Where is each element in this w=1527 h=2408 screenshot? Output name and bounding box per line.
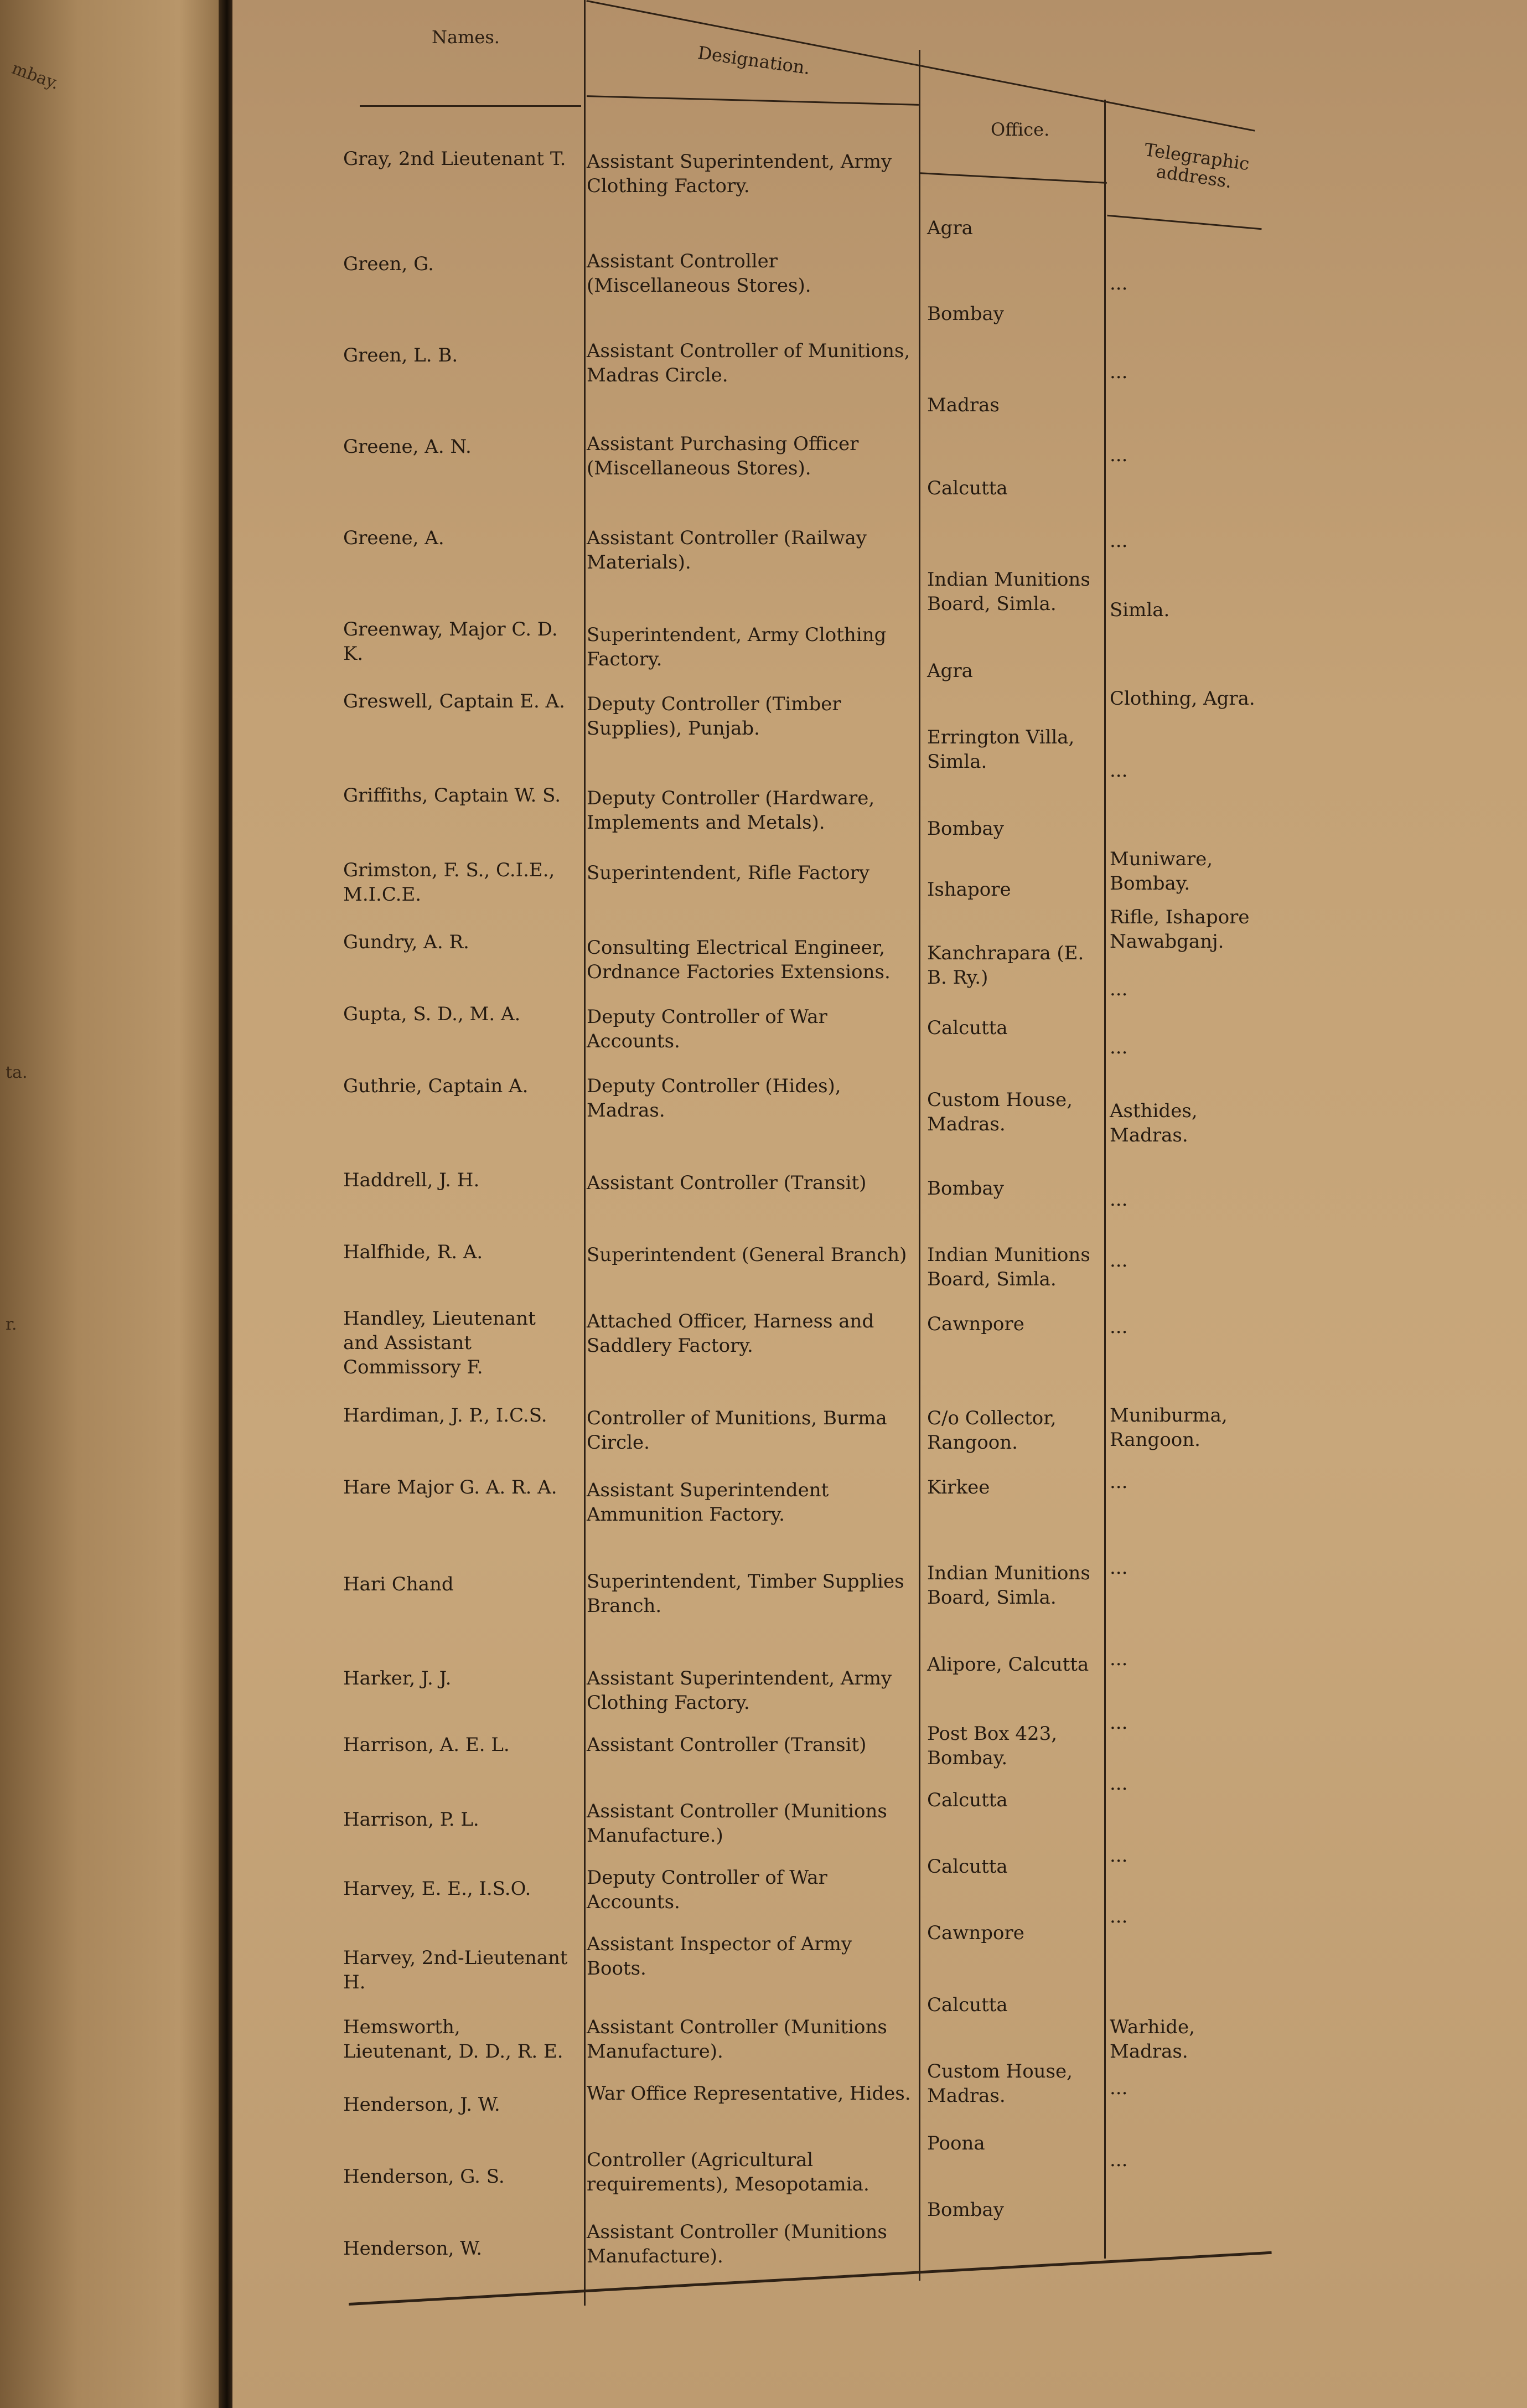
entry-telegraphic: Clothing, Agra. [1110, 688, 1255, 710]
entry-telegraphic: ... [1110, 1471, 1128, 1493]
column-divider-designation [919, 50, 920, 2281]
entry-designation: Deputy Controller of War Accounts. [587, 1006, 827, 1052]
entry-name: Griffiths, Captain W. S. [343, 784, 561, 807]
entry-office: Indian Munitions Board, Simla. [927, 1244, 1090, 1290]
entry-designation: Superintendent, Timber Supplies Branch. [587, 1570, 904, 1617]
entry-designation: Deputy Controller of War Accounts. [587, 1867, 827, 1913]
entry-designation: Assistant Controller (Munitions Manufacture.) [587, 1800, 887, 1847]
entry-office: Calcutta [927, 1789, 1008, 1811]
entry-office: Cawnpore [927, 1922, 1024, 1944]
entry-designation: War Office Representative, Hides. [587, 2083, 911, 2105]
entry-telegraphic: Rifle, Ishapore Nawabganj. [1110, 906, 1250, 953]
entry-telegraphic: ... [1110, 1905, 1128, 1928]
entry-name: Harvey, 2nd-Lieutenant H. [343, 1947, 568, 1993]
entry-designation: Deputy Controller (Hides), Madras. [587, 1075, 841, 1122]
entry-name: Henderson, G. S. [343, 2166, 505, 2188]
entry-name: Greenway, Major C. D. K. [343, 618, 558, 665]
entry-name: Halfhide, R. A. [343, 1241, 483, 1263]
entry-designation: Superintendent (General Branch) [587, 1244, 907, 1266]
entry-name: Hari Chand [343, 1573, 454, 1595]
entry-name: Hardiman, J. P., I.C.S. [343, 1404, 547, 1427]
header-office: Office. [991, 119, 1050, 140]
entry-telegraphic: ... [1110, 1316, 1128, 1338]
entry-designation: Assistant Superintendent, Army Clothing Factory. [587, 151, 892, 197]
entry-name: Harvey, E. E., I.S.O. [343, 1878, 531, 1900]
entry-telegraphic: ... [1110, 444, 1128, 466]
header-rule-names [360, 105, 581, 107]
entry-name: Grimston, F. S., C.I.E., M.I.C.E. [343, 859, 555, 906]
entry-telegraphic: Muniware, Bombay. [1110, 848, 1213, 895]
entry-name: Hemsworth, Lieutenant, D. D., R. E. [343, 2016, 563, 2063]
entry-office: Kirkee [927, 1476, 990, 1498]
entry-office: Bombay [927, 818, 1004, 840]
entry-designation: Deputy Controller (Hardware, Implements and Metals). [587, 787, 875, 834]
entry-designation: Superintendent, Army Clothing Factory. [587, 624, 887, 670]
entry-name: Guthrie, Captain A. [343, 1075, 529, 1097]
entry-name: Gupta, S. D., M. A. [343, 1003, 521, 1025]
entry-telegraphic: ... [1110, 1036, 1128, 1058]
entry-designation: Controller (Agricultural requirements), Mesopotamia. [587, 2149, 869, 2195]
entry-telegraphic: ... [1110, 1844, 1128, 1867]
entry-designation: Assistant Controller (Transit) [587, 1172, 867, 1194]
entry-name: Green, L. B. [343, 344, 458, 366]
entry-office: Calcutta [927, 1994, 1008, 2016]
entry-telegraphic: ... [1110, 361, 1128, 383]
entry-telegraphic: ... [1110, 2077, 1128, 2099]
entry-office: Calcutta [927, 1856, 1008, 1878]
entry-office: Bombay [927, 303, 1004, 325]
entry-telegraphic: ... [1110, 1557, 1128, 1579]
entry-office: Custom House, Madras. [927, 1089, 1073, 1135]
entry-name: Hare Major G. A. R. A. [343, 1476, 557, 1498]
left-page-fragment: mbay. [9, 58, 62, 94]
entry-office: Agra [927, 660, 973, 682]
entry-office: Agra [927, 217, 973, 239]
entry-designation: Assistant Superintendent, Army Clothing Factory. [587, 1667, 892, 1714]
entry-name: Henderson, J. W. [343, 2094, 500, 2116]
entry-name: Gray, 2nd Lieutenant T. [343, 148, 566, 170]
entry-telegraphic: ... [1110, 1648, 1128, 1670]
entry-telegraphic: ... [1110, 1712, 1128, 1734]
column-divider-office [1104, 100, 1106, 2259]
entry-name: Greene, A. N. [343, 436, 472, 458]
entry-telegraphic: ... [1110, 759, 1128, 782]
entry-office: Indian Munitions Board, Simla. [927, 569, 1090, 615]
entry-name: Gundry, A. R. [343, 931, 469, 953]
entry-designation: Assistant Superintendent Ammunition Factory. [587, 1479, 829, 1526]
entry-telegraphic: ... [1110, 1773, 1128, 1795]
entry-designation: Assistant Controller (Munitions Manufacture). [587, 2221, 887, 2267]
left-page-fragment: ta. [6, 1063, 28, 1082]
entry-name: Harrison, P. L. [343, 1808, 479, 1831]
entry-office: Madras [927, 394, 1000, 416]
left-page-fragment: r. [6, 1315, 17, 1334]
entry-telegraphic: ... [1110, 2149, 1128, 2171]
entry-telegraphic: ... [1110, 1189, 1128, 1211]
entry-name: Greene, A. [343, 527, 444, 549]
entry-name: Henderson, W. [343, 2238, 483, 2260]
entry-telegraphic: Simla. [1110, 599, 1170, 621]
entry-office: Bombay [927, 1177, 1004, 1200]
entry-office: Custom House, Madras. [927, 2060, 1073, 2107]
entry-designation: Controller of Munitions, Burma Circle. [587, 1407, 887, 1454]
entry-designation: Superintendent, Rifle Factory [587, 862, 870, 884]
header-names: Names. [432, 27, 500, 48]
entry-designation: Assistant Controller (Transit) [587, 1734, 867, 1756]
entry-name: Harrison, A. E. L. [343, 1734, 510, 1756]
entry-telegraphic: ... [1110, 530, 1128, 552]
entry-name: Green, G. [343, 253, 434, 275]
header-designation: Designation. [696, 42, 812, 79]
entry-telegraphic: Muniburma, Rangoon. [1110, 1404, 1228, 1451]
left-page-margin [0, 0, 224, 2408]
entry-office: Ishapore [927, 879, 1011, 901]
entry-designation: Assistant Controller (Railway Materials). [587, 527, 867, 573]
entry-name: Handley, Lieutenant and Assistant Commissory F. [343, 1308, 536, 1378]
entry-office: Indian Munitions Board, Simla. [927, 1562, 1090, 1609]
entry-office: Cawnpore [927, 1313, 1024, 1335]
entry-office: Kanchrapara (E. B. Ry.) [927, 942, 1084, 989]
entry-designation: Consulting Electrical Engineer, Ordnance Factories Extensions. [587, 937, 891, 983]
entry-office: Bombay [927, 2199, 1004, 2221]
entry-designation: Assistant Controller (Munitions Manufacture). [587, 2016, 887, 2063]
entry-designation: Assistant Inspector of Army Boots. [587, 1933, 852, 1980]
entry-telegraphic: Warhide, Madras. [1110, 2016, 1195, 2063]
entry-name: Harker, J. J. [343, 1667, 452, 1689]
entry-office: Alipore, Calcutta [927, 1653, 1089, 1676]
entry-telegraphic: ... [1110, 978, 1128, 1000]
entry-name: Greswell, Captain E. A. [343, 690, 565, 712]
entry-office: Post Box 423, Bombay. [927, 1723, 1058, 1769]
entry-designation: Deputy Controller (Timber Supplies), Punjab. [587, 693, 841, 740]
entry-telegraphic: Asthides, Madras. [1110, 1100, 1198, 1146]
entry-office: Calcutta [927, 1017, 1008, 1039]
entry-office: Calcutta [927, 477, 1008, 499]
entry-designation: Attached Officer, Harness and Saddlery Factory. [587, 1310, 874, 1357]
entry-designation: Assistant Purchasing Officer (Miscellaneous Stores). [587, 433, 859, 479]
entry-name: Haddrell, J. H. [343, 1169, 480, 1191]
entry-office: Poona [927, 2132, 985, 2154]
entry-designation: Assistant Controller (Miscellaneous Stores). [587, 250, 811, 297]
entry-telegraphic: ... [1110, 272, 1128, 294]
entry-telegraphic: ... [1110, 1249, 1128, 1272]
entry-designation: Assistant Controller of Munitions, Madras Circle. [587, 340, 910, 386]
entry-office: Errington Villa, Simla. [927, 726, 1075, 773]
header-telegraphic: Telegraphic address. [1143, 139, 1251, 193]
entry-office: C/o Collector, Rangoon. [927, 1407, 1057, 1454]
column-divider-names [584, 0, 586, 2306]
